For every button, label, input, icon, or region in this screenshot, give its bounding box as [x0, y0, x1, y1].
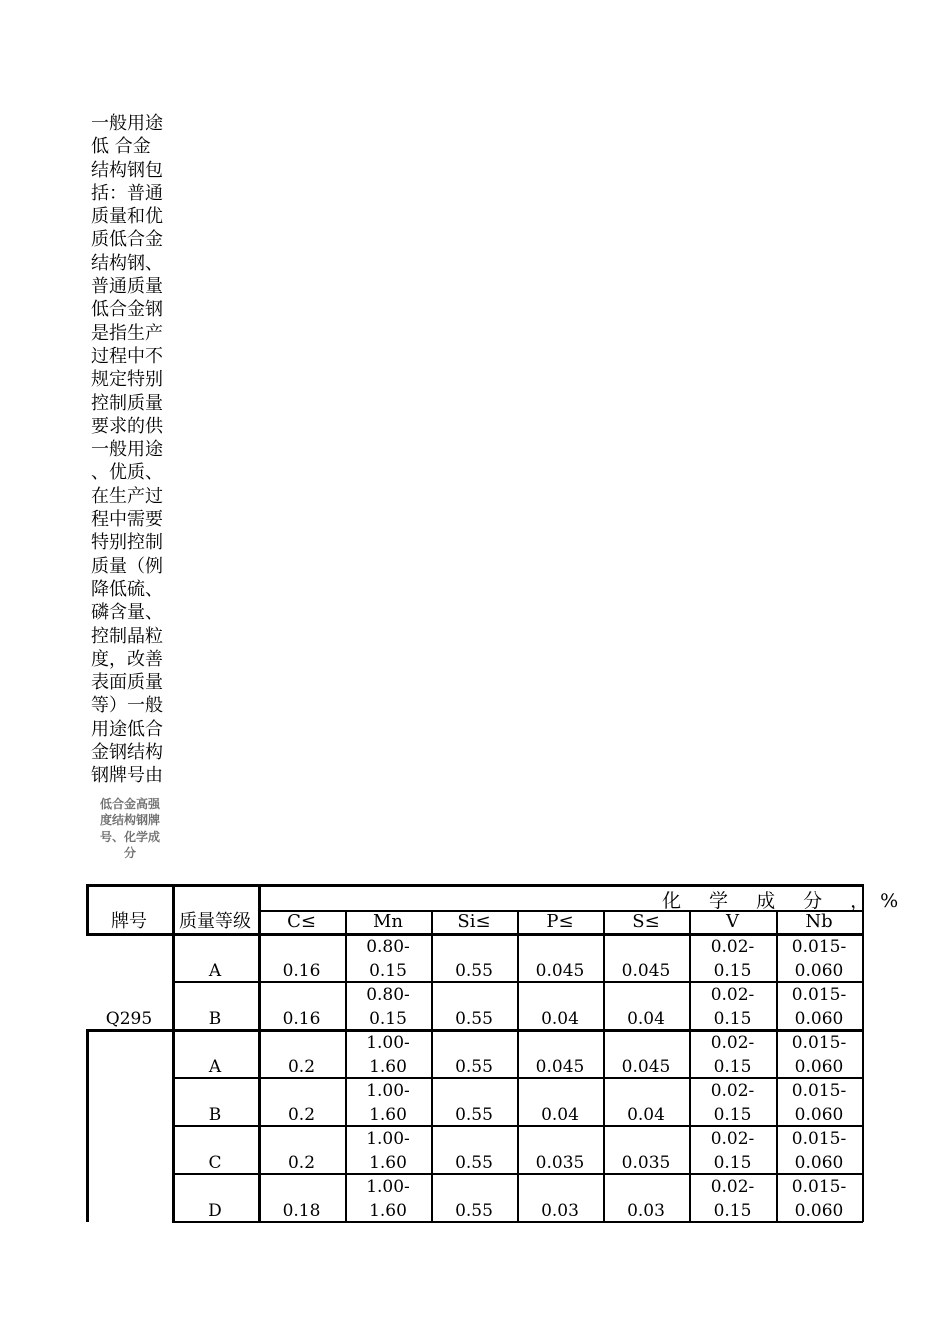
cell-nb-max: 0.060 — [794, 1009, 844, 1029]
intro-line: 规定特别 — [91, 369, 163, 391]
cell-s: 0.045 — [621, 1057, 671, 1077]
header-grade: 牌号 — [111, 911, 147, 932]
cell-v-min: 0.02- — [710, 1129, 755, 1149]
cell-s: 0.04 — [627, 1105, 665, 1125]
cell-v-max: 0.15 — [713, 1105, 752, 1125]
header-si: Si≤ — [457, 911, 491, 932]
cell-grade: Q295 — [105, 1009, 153, 1029]
cell-mn-min: 1.00- — [366, 1177, 410, 1197]
intro-line: 低合金钢 — [91, 299, 163, 321]
intro-line: 、优质、 — [91, 462, 163, 484]
cell-quality: B — [208, 1105, 222, 1125]
cell-s: 0.03 — [627, 1201, 665, 1221]
cell-nb-max: 0.060 — [794, 1153, 844, 1173]
cell-p: 0.04 — [541, 1009, 579, 1029]
cell-c: 0.18 — [282, 1201, 321, 1221]
cell-v-min: 0.02- — [710, 985, 755, 1005]
cell-s: 0.035 — [621, 1153, 671, 1173]
cell-quality: A — [208, 1057, 222, 1077]
intro-line: 普通质量 — [91, 276, 163, 298]
cell-c: 0.2 — [287, 1057, 316, 1077]
cell-nb-max: 0.060 — [794, 1105, 844, 1125]
composition-group-title: 化 学 成 分 ，% — [662, 890, 910, 912]
cell-v-max: 0.15 — [713, 1057, 752, 1077]
cell-mn-max: 1.60 — [369, 1153, 407, 1173]
cell-c: 0.16 — [282, 961, 321, 981]
cell-mn-min: 1.00- — [366, 1129, 410, 1149]
group-divider-rule — [86, 1029, 863, 1032]
cell-v-max: 0.15 — [713, 1201, 752, 1221]
intro-line: 括：普通 — [91, 182, 163, 204]
cell-nb-min: 0.015- — [791, 1129, 847, 1149]
cell-s: 0.045 — [621, 961, 671, 981]
intro-line: 结构钢、 — [91, 252, 163, 274]
cell-mn-min: 1.00- — [366, 1033, 410, 1053]
intro-line: 金钢结构 — [91, 742, 163, 764]
intro-line: 过程中不 — [91, 345, 163, 367]
header-mn: Mn — [372, 911, 404, 932]
header-quality-grade: 质量等级 — [179, 911, 251, 932]
cell-nb-max: 0.060 — [794, 961, 844, 981]
intro-line: 度，改善 — [91, 648, 163, 670]
cell-si: 0.55 — [455, 1057, 493, 1077]
cell-nb-max: 0.060 — [794, 1057, 844, 1077]
intro-line: 一般用途 — [91, 113, 163, 134]
cell-v-min: 0.02- — [710, 1033, 755, 1053]
cell-v-max: 0.15 — [713, 1009, 752, 1029]
header-v: V — [726, 911, 739, 932]
cell-si: 0.55 — [455, 1201, 493, 1221]
cell-mn-min: 1.00- — [366, 1081, 410, 1101]
cell-mn-max: 0.15 — [369, 1009, 407, 1029]
cell-nb-min: 0.015- — [791, 937, 847, 957]
intro-line: 质低合金 — [91, 229, 163, 251]
intro-line: 等）一般 — [91, 695, 163, 717]
intro-line: 低 合金 — [91, 136, 151, 158]
intro-line: 结构钢包 — [91, 159, 163, 181]
cell-mn-max: 1.60 — [369, 1057, 407, 1077]
cell-mn-max: 1.60 — [369, 1105, 407, 1125]
header-nb: Nb — [805, 911, 833, 932]
cell-c: 0.16 — [282, 1009, 321, 1029]
intro-line: 钢牌号由 — [91, 765, 163, 787]
caption-line: 低合金高强 — [99, 796, 160, 811]
cell-nb-min: 0.015- — [791, 985, 847, 1005]
cell-v-min: 0.02- — [710, 1081, 755, 1101]
cell-quality: A — [208, 961, 222, 981]
caption-line: 度结构钢牌 — [99, 813, 160, 828]
grade-col-left-rule-lower — [86, 1030, 89, 1222]
caption-line: 号、化学成 — [99, 829, 160, 844]
cell-v-min: 0.02- — [710, 1177, 755, 1197]
intro-line: 磷含量、 — [91, 602, 163, 624]
intro-line: 控制晶粒 — [91, 625, 163, 647]
cell-quality: C — [208, 1153, 222, 1173]
cell-p: 0.03 — [541, 1201, 579, 1221]
cell-p: 0.04 — [541, 1105, 579, 1125]
cell-si: 0.55 — [455, 1105, 493, 1125]
cell-v-max: 0.15 — [713, 961, 752, 981]
cell-p: 0.045 — [535, 1057, 585, 1077]
cell-nb-min: 0.015- — [791, 1177, 847, 1197]
cell-quality: D — [208, 1201, 222, 1221]
cell-mn-min: 0.80- — [366, 937, 410, 957]
cell-si: 0.55 — [455, 1153, 493, 1173]
column-rule — [862, 884, 864, 1222]
cell-p: 0.045 — [535, 961, 585, 981]
intro-line: 质量和优 — [91, 206, 163, 228]
cell-mn-min: 0.80- — [366, 985, 410, 1005]
cell-c: 0.2 — [287, 1153, 316, 1173]
intro-line: 降低硫、 — [91, 578, 163, 600]
cell-v-max: 0.15 — [713, 1153, 752, 1173]
header-bottom-rule — [86, 933, 863, 936]
intro-line: 一般用途 — [91, 439, 163, 461]
intro-line: 控制质量 — [91, 392, 163, 414]
cell-mn-max: 0.15 — [369, 961, 407, 981]
intro-line: 特别控制 — [91, 532, 163, 554]
intro-line: 是指生产 — [91, 322, 163, 344]
cell-si: 0.55 — [455, 1009, 493, 1029]
cell-mn-max: 1.60 — [369, 1201, 407, 1221]
cell-nb-max: 0.060 — [794, 1201, 844, 1221]
intro-line: 要求的供 — [91, 415, 163, 437]
intro-line: 用途低合 — [91, 718, 163, 740]
cell-v-min: 0.02- — [710, 937, 755, 957]
cell-nb-min: 0.015- — [791, 1033, 847, 1053]
intro-line: 在生产过 — [91, 485, 163, 507]
header-c: C≤ — [287, 911, 316, 932]
cell-quality: B — [208, 1009, 222, 1029]
intro-line: 质量（例 — [91, 555, 163, 577]
header-p: P≤ — [546, 911, 574, 932]
cell-p: 0.035 — [535, 1153, 585, 1173]
caption-line: 分 — [123, 846, 136, 861]
cell-nb-min: 0.015- — [791, 1081, 847, 1101]
cell-s: 0.04 — [627, 1009, 665, 1029]
intro-line: 程中需要 — [91, 509, 163, 531]
intro-line: 表面质量 — [91, 672, 163, 694]
cell-c: 0.2 — [287, 1105, 316, 1125]
cell-si: 0.55 — [455, 961, 493, 981]
header-s: S≤ — [632, 911, 660, 932]
